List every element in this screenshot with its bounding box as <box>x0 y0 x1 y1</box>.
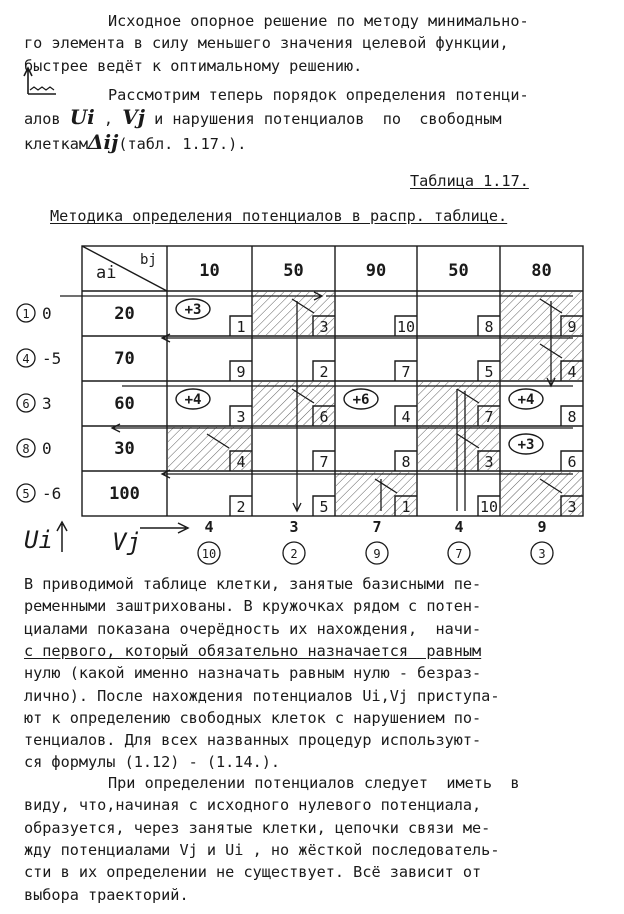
u-potential-value: -5 <box>42 349 62 368</box>
cost-value: 4 <box>567 363 577 381</box>
violation-value: +4 <box>517 392 535 408</box>
u-order-number: 5 <box>22 487 30 501</box>
body-line: жду потенциалами Vj и Ui , но жёсткой последователь- <box>24 840 500 859</box>
u-potential-value: 0 <box>42 304 52 323</box>
supply-value: 30 <box>114 439 135 459</box>
v-potential-value: 9 <box>537 518 547 536</box>
cost-value: 8 <box>401 453 411 471</box>
cost-value: 10 <box>479 498 499 516</box>
v-order-number: 9 <box>373 547 381 561</box>
supply-value: 100 <box>109 484 140 504</box>
intro-line-3: быстрее ведёт к оптимальному решению. <box>24 57 363 75</box>
u-order-number: 6 <box>22 397 30 411</box>
intro-line-6: клеткамΔij(табл. 1.17.). <box>24 130 247 154</box>
cost-value: 6 <box>319 408 329 426</box>
body-line: с первого, который обязательно назначается равным <box>24 641 482 660</box>
cost-value: 7 <box>401 363 411 381</box>
cost-value: 3 <box>567 498 577 516</box>
cost-value: 4 <box>401 408 411 426</box>
cost-value: 7 <box>484 408 494 426</box>
u-potential-value: 0 <box>42 439 52 458</box>
supply-value: 70 <box>114 349 135 369</box>
u-order-number: 1 <box>22 307 30 321</box>
body-line: ременными заштрихованы. В кружочках рядом с потен- <box>24 597 482 616</box>
demand-value: 80 <box>531 261 552 281</box>
u-i-symbol: Ui <box>69 105 95 129</box>
body-line: тенциалов. Для всех названных процедур используют- <box>24 731 482 750</box>
violation-value: +3 <box>184 302 202 318</box>
cost-value: 3 <box>319 318 329 336</box>
v-axis-label: Vj <box>112 528 141 556</box>
demand-value: 10 <box>199 261 220 281</box>
v-order-number: 3 <box>538 547 546 561</box>
cost-value: 2 <box>319 363 329 381</box>
intro-line-5: алов Ui , Vj и нарушения потенциалов по свободным <box>24 105 502 129</box>
body-line: В приводимой таблице клетки, занятые базисными пе- <box>24 575 482 593</box>
body-line: При определении потенциалов следует иметь в <box>108 774 520 792</box>
u-potential-value: 3 <box>42 394 52 413</box>
cost-value: 6 <box>567 453 577 471</box>
cost-value: 5 <box>484 363 494 381</box>
supply-value: 20 <box>114 304 135 324</box>
cost-value: 8 <box>484 318 494 336</box>
v-order-number: 10 <box>201 547 217 561</box>
cost-value: 2 <box>236 498 246 516</box>
distribution-table <box>0 236 624 576</box>
violation-value: +4 <box>184 392 202 408</box>
u-order-number: 8 <box>22 442 30 456</box>
cost-value: 9 <box>236 363 246 381</box>
body-line: нулю (какой именно назначать равным нулю - безраз- <box>24 664 482 683</box>
intro-line-1: Исходное опорное решение по методу минимально- <box>108 12 529 30</box>
v-potential-value: 4 <box>204 518 214 536</box>
cost-value: 10 <box>396 318 416 336</box>
margin-insert-mark <box>0 60 60 100</box>
demand-value: 50 <box>448 261 469 281</box>
cost-value: 9 <box>567 318 577 336</box>
body-line: сти в их определении не существует. Всё зависит от <box>24 863 482 882</box>
u-potential-value: -6 <box>42 484 62 503</box>
cost-value: 5 <box>319 498 329 516</box>
body-line: лично). После нахождения потенциалов Ui,Vj приступа- <box>24 686 500 705</box>
cost-value: 3 <box>484 453 494 471</box>
cost-value: 1 <box>401 498 411 516</box>
body-line: выбора траекторий. <box>24 885 189 904</box>
body-line: циалами показана очерёдность их нахождения, начи- <box>24 619 482 638</box>
v-potential-value: 4 <box>454 518 464 536</box>
cost-value: 3 <box>236 408 246 426</box>
supply-value: 60 <box>114 394 135 414</box>
table-title: Методика определения потенциалов в распр. таблице. <box>50 207 508 225</box>
u-axis-arrow <box>57 522 67 552</box>
body-line: виду, что,начиная с исходного нулевого потенциала, <box>24 796 482 815</box>
body-line: образуется, через занятые клетки, цепочки связи ме- <box>24 818 491 837</box>
delta-ij-symbol: Δij <box>88 130 119 154</box>
cost-value: 8 <box>567 408 577 426</box>
v-axis-arrow <box>140 523 188 533</box>
corner-label-a: ai <box>96 263 117 283</box>
violation-value: +6 <box>352 392 370 408</box>
v-potential-value: 7 <box>372 518 382 536</box>
v-order-number: 2 <box>290 547 298 561</box>
cost-value: 1 <box>236 318 246 336</box>
demand-value: 90 <box>365 261 387 281</box>
demand-value: 50 <box>283 261 304 281</box>
body-line: ся формулы (1.12) - (1.14.). <box>24 753 281 772</box>
v-order-number: 7 <box>455 547 463 561</box>
cost-value: 7 <box>319 453 329 471</box>
corner-label-b: bj <box>140 252 157 268</box>
v-j-symbol: Vj <box>122 105 145 129</box>
table-caption: Таблица 1.17. <box>410 172 529 190</box>
intro-line-4: Рассмотрим теперь порядок определения потенци- <box>108 86 529 104</box>
cost-value: 4 <box>236 453 246 471</box>
u-order-number: 4 <box>22 352 30 366</box>
v-potential-value: 3 <box>289 518 299 536</box>
intro-line-2: го элемента в силу меньшего значения целевой функции, <box>24 34 509 52</box>
body-line: ют к определению свободных клеток с нарушением по- <box>24 708 482 727</box>
violation-value: +3 <box>517 437 535 453</box>
u-axis-label: Ui <box>24 526 53 554</box>
